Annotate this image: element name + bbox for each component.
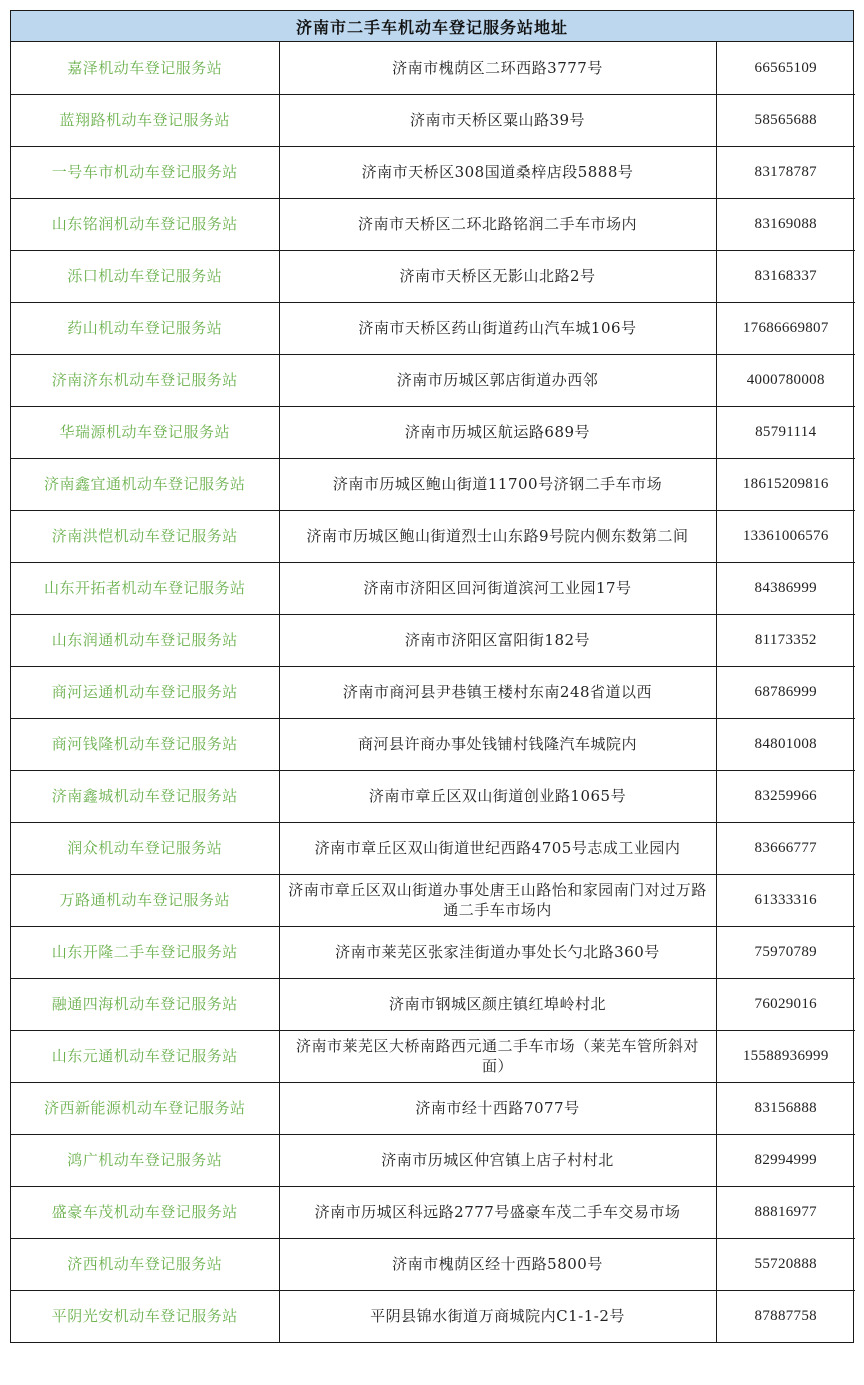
station-name: 盛豪车茂机动车登记服务站 — [11, 1186, 279, 1238]
station-name: 药山机动车登记服务站 — [11, 302, 279, 354]
table-row — [11, 302, 855, 354]
table-row — [11, 406, 855, 458]
station-phone: 66565109 — [716, 42, 855, 94]
station-phone: 15588936999 — [716, 1030, 855, 1082]
station-name: 济南洪恺机动车登记服务站 — [11, 510, 279, 562]
station-name: 鸿广机动车登记服务站 — [11, 1134, 279, 1186]
station-phone: 4000780008 — [716, 354, 855, 406]
station-phone: 17686669807 — [716, 302, 855, 354]
station-phone: 83178787 — [716, 146, 855, 198]
station-phone: 75970789 — [716, 926, 855, 978]
station-address: 济南市历城区仲宫镇上店子村村北 — [279, 1134, 716, 1186]
station-name: 万路通机动车登记服务站 — [11, 874, 279, 926]
table-row — [11, 354, 855, 406]
station-address: 济南市天桥区308国道桑梓店段5888号 — [279, 146, 716, 198]
table-row — [11, 1290, 855, 1342]
station-address: 济南市历城区科远路2777号盛豪车茂二手车交易市场 — [279, 1186, 716, 1238]
table-row — [11, 1030, 855, 1082]
station-name: 蓝翔路机动车登记服务站 — [11, 94, 279, 146]
station-address: 济南市天桥区药山街道药山汽车城106号 — [279, 302, 716, 354]
station-address: 济南市济阳区富阳街182号 — [279, 614, 716, 666]
table-row — [11, 146, 855, 198]
station-phone: 61333316 — [716, 874, 855, 926]
station-phone: 83259966 — [716, 770, 855, 822]
station-phone: 85791114 — [716, 406, 855, 458]
station-name: 济西机动车登记服务站 — [11, 1238, 279, 1290]
station-name: 一号车市机动车登记服务站 — [11, 146, 279, 198]
table-row — [11, 510, 855, 562]
station-name: 济西新能源机动车登记服务站 — [11, 1082, 279, 1134]
service-station-table — [10, 10, 854, 1343]
station-phone: 84386999 — [716, 562, 855, 614]
station-address: 济南市莱芜区张家洼街道办事处长勺北路360号 — [279, 926, 716, 978]
station-name: 山东开隆二手车登记服务站 — [11, 926, 279, 978]
station-address: 济南市经十西路7077号 — [279, 1082, 716, 1134]
station-phone: 84801008 — [716, 718, 855, 770]
station-address: 济南市天桥区二环北路铭润二手车市场内 — [279, 198, 716, 250]
station-address: 济南市历城区郭店街道办西邻 — [279, 354, 716, 406]
station-address: 济南市章丘区双山街道世纪西路4705号志成工业园内 — [279, 822, 716, 874]
table-row — [11, 926, 855, 978]
station-name: 泺口机动车登记服务站 — [11, 250, 279, 302]
station-address: 济南市历城区航运路689号 — [279, 406, 716, 458]
table-row — [11, 874, 855, 926]
station-name: 山东元通机动车登记服务站 — [11, 1030, 279, 1082]
station-address: 济南市钢城区颜庄镇红埠岭村北 — [279, 978, 716, 1030]
table-row — [11, 42, 855, 94]
table-row — [11, 822, 855, 874]
station-phone: 76029016 — [716, 978, 855, 1030]
station-name: 融通四海机动车登记服务站 — [11, 978, 279, 1030]
station-phone: 87887758 — [754, 1308, 817, 1325]
station-address: 济南市历城区鲍山街道烈士山东路9号院内侧东数第二间 — [279, 510, 716, 562]
table-row — [11, 1134, 855, 1186]
table-row — [11, 770, 855, 822]
station-address: 济南市莱芜区大桥南路西元通二手车市场（莱芜车管所斜对面） — [279, 1030, 716, 1082]
station-address: 济南市天桥区粟山路39号 — [279, 94, 716, 146]
table-body — [11, 42, 855, 1342]
station-name: 平阴光安机动车登记服务站 — [11, 1290, 279, 1342]
station-name: 济南济东机动车登记服务站 — [11, 354, 279, 406]
station-phone: 18615209816 — [716, 458, 855, 510]
station-phone: 81173352 — [716, 614, 855, 666]
table-row — [11, 718, 855, 770]
station-address: 济南市章丘区双山街道创业路1065号 — [279, 770, 716, 822]
table-row — [11, 94, 855, 146]
station-phone: 83156888 — [716, 1082, 855, 1134]
station-phone: 88816977 — [716, 1186, 855, 1238]
station-phone: 82994999 — [716, 1134, 855, 1186]
table-row — [11, 458, 855, 510]
station-address: 平阴县锦水街道万商城院内C1-1-2号 — [279, 1290, 716, 1342]
table-row — [11, 1238, 855, 1290]
table-row — [11, 978, 855, 1030]
station-address: 商河县许商办事处钱铺村钱隆汽车城院内 — [279, 718, 716, 770]
station-phone: 83169088 — [716, 198, 855, 250]
station-phone: 68786999 — [716, 666, 855, 718]
station-address: 济南市天桥区无影山北路2号 — [279, 250, 716, 302]
station-address: 济南市历城区鲍山街道11700号济钢二手车市场 — [279, 458, 716, 510]
station-phone: 13361006576 — [716, 510, 855, 562]
station-name: 山东润通机动车登记服务站 — [11, 614, 279, 666]
table-row — [11, 250, 855, 302]
station-name: 济南鑫宜通机动车登记服务站 — [11, 458, 279, 510]
station-name: 商河运通机动车登记服务站 — [11, 666, 279, 718]
station-address: 济南市商河县尹巷镇王楼村东南248省道以西 — [279, 666, 716, 718]
station-name: 嘉泽机动车登记服务站 — [11, 42, 279, 94]
station-name: 商河钱隆机动车登记服务站 — [11, 718, 279, 770]
station-name: 山东铭润机动车登记服务站 — [11, 198, 279, 250]
table-row — [11, 614, 855, 666]
station-address: 济南市章丘区双山街道办事处唐王山路怡和家园南门对过万路通二手车市场内 — [279, 874, 716, 926]
station-address: 济南市济阳区回河街道滨河工业园17号 — [279, 562, 716, 614]
station-name: 山东开拓者机动车登记服务站 — [11, 562, 279, 614]
station-address: 济南市槐荫区经十西路5800号 — [279, 1238, 716, 1290]
station-list — [11, 42, 855, 1342]
station-phone: 55720888 — [716, 1238, 855, 1290]
station-address: 济南市槐荫区二环西路3777号 — [279, 42, 716, 94]
table-row — [11, 666, 855, 718]
station-name: 济南鑫城机动车登记服务站 — [11, 770, 279, 822]
table-row — [11, 562, 855, 614]
station-name: 润众机动车登记服务站 — [11, 822, 279, 874]
table-row — [11, 1082, 855, 1134]
station-name: 华瑞源机动车登记服务站 — [11, 406, 279, 458]
table-row — [11, 198, 855, 250]
station-phone: 83168337 — [716, 250, 855, 302]
station-phone: 83666777 — [716, 822, 855, 874]
station-phone: 58565688 — [716, 94, 855, 146]
table-row — [11, 1186, 855, 1238]
table-title: 济南市二手车机动车登记服务站地址 — [11, 11, 853, 42]
